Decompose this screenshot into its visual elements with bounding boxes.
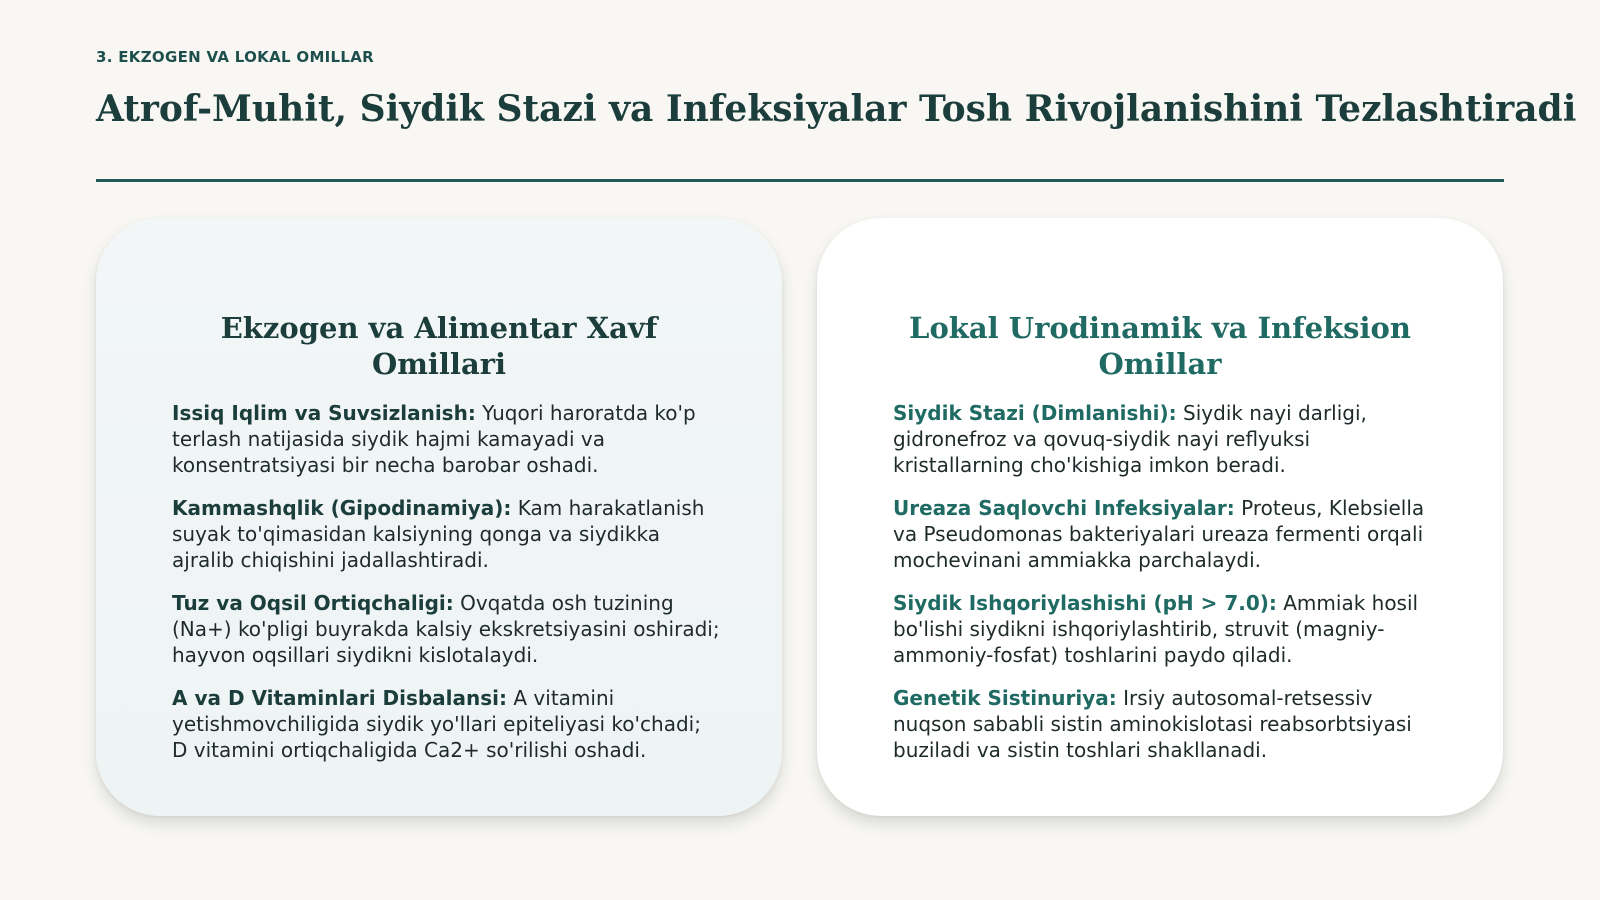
- item-lead: Siydik Stazi (Dimlanishi):: [893, 401, 1177, 425]
- item-lead: Tuz va Oqsil Ortiqchaligi:: [172, 591, 454, 615]
- slide-title: Atrof-Muhit, Siydik Stazi va Infeksiyalar Tosh Rivojlanishini Tezlashtiradi: [96, 88, 1577, 130]
- item-lead: Kammashqlik (Gipodinamiya):: [172, 496, 512, 520]
- list-item: [172, 590, 722, 668]
- title-divider: [96, 179, 1504, 182]
- item-lead: Siydik Ishqoriylashishi (pH > 7.0):: [893, 591, 1277, 615]
- item-text: Ovqatda osh tuzining (Na+) ko'pligi buyrakda kalsiy ekskretsiyasini oshiradi; hayvon oqsillari siydikni kislotalaydi.: [172, 591, 720, 667]
- list-item: [893, 495, 1443, 573]
- exogenous-factors-list: [172, 400, 722, 780]
- item-text: Kam harakatlanish suyak to'qimasidan kalsiyning qonga va siydikka ajralib chiqishini jadallashtiradi.: [172, 496, 705, 572]
- list-item: [893, 685, 1443, 763]
- item-text: Yuqori haroratda ko'p terlash natijasida siydik hajmi kamayadi va konsentratsiyasi bir necha barobar oshadi.: [172, 401, 696, 477]
- item-text: A vitamini yetishmovchiligida siydik yo'llari epiteliyasi ko'chadi; D vitamini ortiqchaligida Ca2+ so'rilishi oshadi.: [172, 686, 701, 762]
- list-item: [172, 685, 722, 763]
- item-lead: Issiq Iqlim va Suvsizlanish:: [172, 401, 476, 425]
- section-eyebrow: 3. EKZOGEN VA LOKAL OMILLAR: [96, 48, 375, 66]
- item-text: Irsiy autosomal-retsessiv nuqson sababli sistin aminokislotasi reabsorbtsiyasi buziladi va sistin toshlari shakllanadi.: [893, 686, 1412, 762]
- list-item: [893, 590, 1443, 668]
- local-factors-card: [817, 218, 1503, 816]
- exogenous-factors-card: [96, 218, 782, 816]
- exogenous-card-heading: Ekzogen va Alimentar Xavf Omillari: [220, 311, 658, 381]
- item-lead: Genetik Sistinuriya:: [893, 686, 1117, 710]
- list-item: [172, 400, 722, 478]
- item-text: Siydik nayi darligi, gidronefroz va qovuq-siydik nayi reflyuksi kristallarning cho'kishiga imkon beradi.: [893, 401, 1367, 477]
- item-lead: Ureaza Saqlovchi Infeksiyalar:: [893, 496, 1235, 520]
- item-text: Proteus, Klebsiella va Pseudomonas bakteriyalari ureaza fermenti orqali mochevinani ammiakka parchalaydi.: [893, 496, 1425, 572]
- item-text: Ammiak hosil bo'lishi siydikni ishqoriylashtirib, struvit (magniy-ammoniy-fosfat) toshlarini paydo qiladi.: [893, 591, 1419, 667]
- item-lead: A va D Vitaminlari Disbalansi:: [172, 686, 508, 710]
- local-factors-list: [893, 400, 1443, 780]
- list-item: [172, 495, 722, 573]
- local-card-heading: Lokal Urodinamik va Infeksion Omillar: [909, 311, 1411, 381]
- list-item: [893, 400, 1443, 478]
